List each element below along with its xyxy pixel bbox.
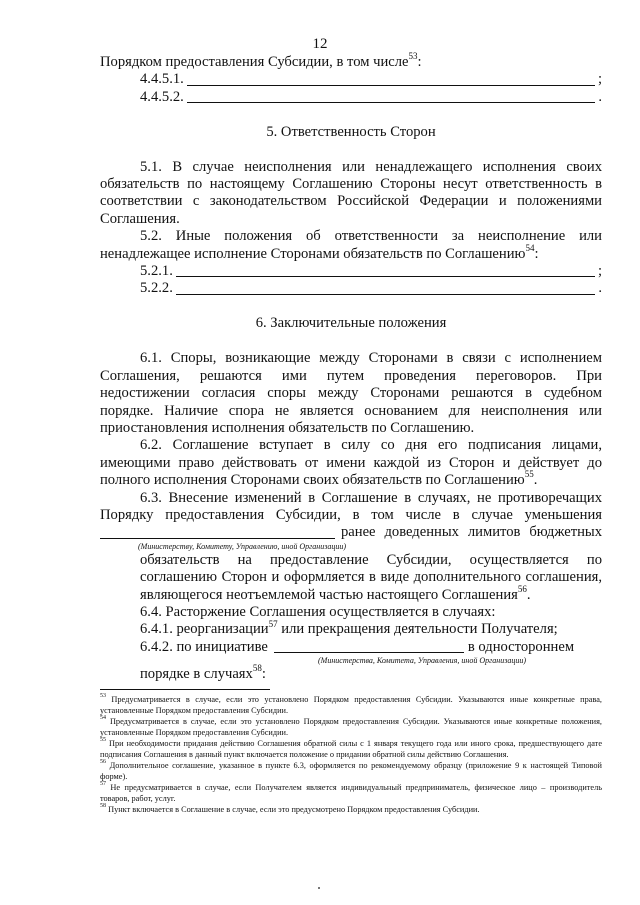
para-punct: . [526,586,531,603]
footnote-ref-56: 56 [517,583,527,594]
blank-hint-note: (Министерства, Комитета, Управления, иной Организации) [318,656,527,666]
scan-speck [318,887,320,889]
para-6-4-2 [100,639,602,656]
footnote-ref-54: 54 [525,242,535,253]
para-6-4: 6.4. Расторжение Соглашения осуществляется в случаях: [140,603,496,620]
item-5-2-1 [100,263,602,280]
para-line: 5.2. Иные положения об ответственности за неисполнение или [140,228,602,245]
footnote-text: Дополнительное соглашение, указанное в пункте 6.3, оформляется по рекомендуемому образцу (приложение 9 к настоящей Типовой форме). [100,761,602,781]
item-number: 5.2.2. [140,280,173,297]
para-line: обязательств на предоставление Субсидии, осуществляется по [140,551,602,568]
para-6-1 [100,350,602,437]
footnote-ref-55: 55 [524,469,534,480]
footnote [100,782,602,804]
para-text: 6.4.2. по инициативе [140,638,268,655]
para-line: соглашению Сторон и оформляется в виде дополнительного соглашения, [140,569,602,586]
para-line: 5.1. В случае неисполнения или ненадлежащего исполнения своих [140,158,602,175]
para-punct: : [261,666,266,683]
para-line-with-blank [100,524,602,541]
para-line [100,469,602,489]
para-line [100,242,602,263]
footnote [100,804,602,815]
para-text: ранее доведенных лимитов бюджетных [341,524,602,541]
para-text: ненадлежащее исполнение Сторонами обязательств по Соглашению [100,245,526,262]
para-5-1 [100,159,602,229]
para-text: или прекращения деятельности Получателя; [277,621,558,638]
blank-line [176,275,595,277]
para-line: 6.2. Соглашение вступает в силу со дня его подписания лицами, [140,437,602,454]
blank-line [100,538,335,539]
footnote-separator [100,689,270,690]
footnote-ref-58: 58 [252,663,262,674]
intro-text: Порядком предоставления Субсидии, в том числе [100,54,409,70]
footnote-number: 53 [100,693,106,700]
footnote-ref-53: 53 [408,51,418,62]
para-text: 6.4.1. реорганизации [140,621,269,638]
footnote-text: Не предусматривается в случае, если Получателем является индивидуальный предприниматель, физическое лицо – производитель товаров, работ, услуг. [100,783,602,803]
footnote-text: Предусматривается в случае, если это установлено Порядком предоставления Субсидии. Указываются иные конкретные права, установленные Порядком предоставления Субсидии. [100,695,602,715]
page-number: 12 [312,36,328,52]
para-line: Соглашения. [100,210,180,227]
item-4-4-5-1 [100,71,602,88]
intro-line [100,51,602,71]
footnote [100,694,602,716]
footnote-number: 56 [100,759,106,766]
para-punct: : [534,245,539,262]
item-punct: ; [597,263,602,280]
para-line: Порядку предоставления Субсидии, в том числе в случае уменьшения [100,506,602,523]
para-line: Соглашения, решаются ими путем проведения переговоров. При [100,367,602,384]
blank-line [274,652,464,653]
blank-hint-note: (Министерству, Комитету, Управлению, иной Организации) [138,541,346,551]
para-text: порядке в случаях [140,666,253,683]
footnote [100,738,602,760]
section-5-heading: 5. Ответственность Сторон [266,124,436,141]
item-punct: . [598,280,602,297]
para-line: имеющими право действовать от имени каждой из Сторон и действует до [100,454,602,471]
para-line: 6.1. Споры, возникающие между Сторонами в связи с исполнением [140,350,602,367]
footnote-text: Предусматривается в случае, если это установлено Порядком предоставления Субсидии. Указываются иные конкретные положения, установленные Порядком предоставления Субсидии. [100,717,602,737]
para-line: 6.3. Внесение изменений в Соглашение в случаях, не противоречащих [140,489,602,506]
para-line [140,583,602,604]
para-punct: . [533,472,538,489]
item-punct: ; [597,71,602,88]
footnote-ref-57: 57 [268,618,278,629]
footnote-number: 54 [100,715,106,722]
item-4-4-5-2 [100,89,602,106]
footnote [100,716,602,738]
colon: : [417,54,422,70]
para-line: порядке. Наличие спора не является основанием для неисполнения или [100,402,602,419]
para-text: являющегося неотъемлемой частью настоящего Соглашения [140,586,518,603]
para-6-4-2-cont [100,663,602,683]
para-6-3 [100,490,602,604]
blank-line [176,293,596,295]
blank-line [187,84,595,86]
para-text: полного исполнения Сторонами своих обязательств по Соглашению [100,472,525,489]
footnotes [100,694,602,815]
para-5-2 [100,228,602,263]
item-number: 4.4.5.2. [140,88,184,105]
footnote-number: 57 [100,781,106,788]
para-line: соответствии с законодательством Российской Федерации и положениями [100,193,602,210]
document-body [100,51,602,684]
item-number: 5.2.1. [140,263,173,280]
para-6-4-1 [100,618,602,638]
para-line: обязательств по настоящему Соглашению Стороны несут ответственность в [100,176,602,193]
footnote-text: При необходимости придания действию Соглашения обратной силы с 1 января текущего года или иного срока, предшествующего дате подписания Соглашения в данный пункт включается положение о придании обратной силы действию Соглашения. [100,739,602,759]
footnote-number: 58 [100,803,106,810]
para-line: недостижении согласия споры между Сторонами решаются в судебном [100,385,602,402]
footnote-text: Пункт включается в Соглашение в случае, если это предусмотрено Порядком предоставления Субсидии. [108,805,480,814]
para-text: в одностороннем [467,638,575,655]
item-punct: . [598,88,602,105]
item-number: 4.4.5.1. [140,71,184,88]
footnote [100,760,602,782]
blank-line [187,101,596,103]
para-6-3-cont [100,552,602,604]
para-line: приостановления исполнения обязательств по Соглашению. [100,419,475,436]
section-6-heading: 6. Заключительные положения [255,314,447,331]
para-6-2 [100,437,602,489]
item-5-2-2 [100,280,602,297]
footnote-number: 55 [100,737,106,744]
